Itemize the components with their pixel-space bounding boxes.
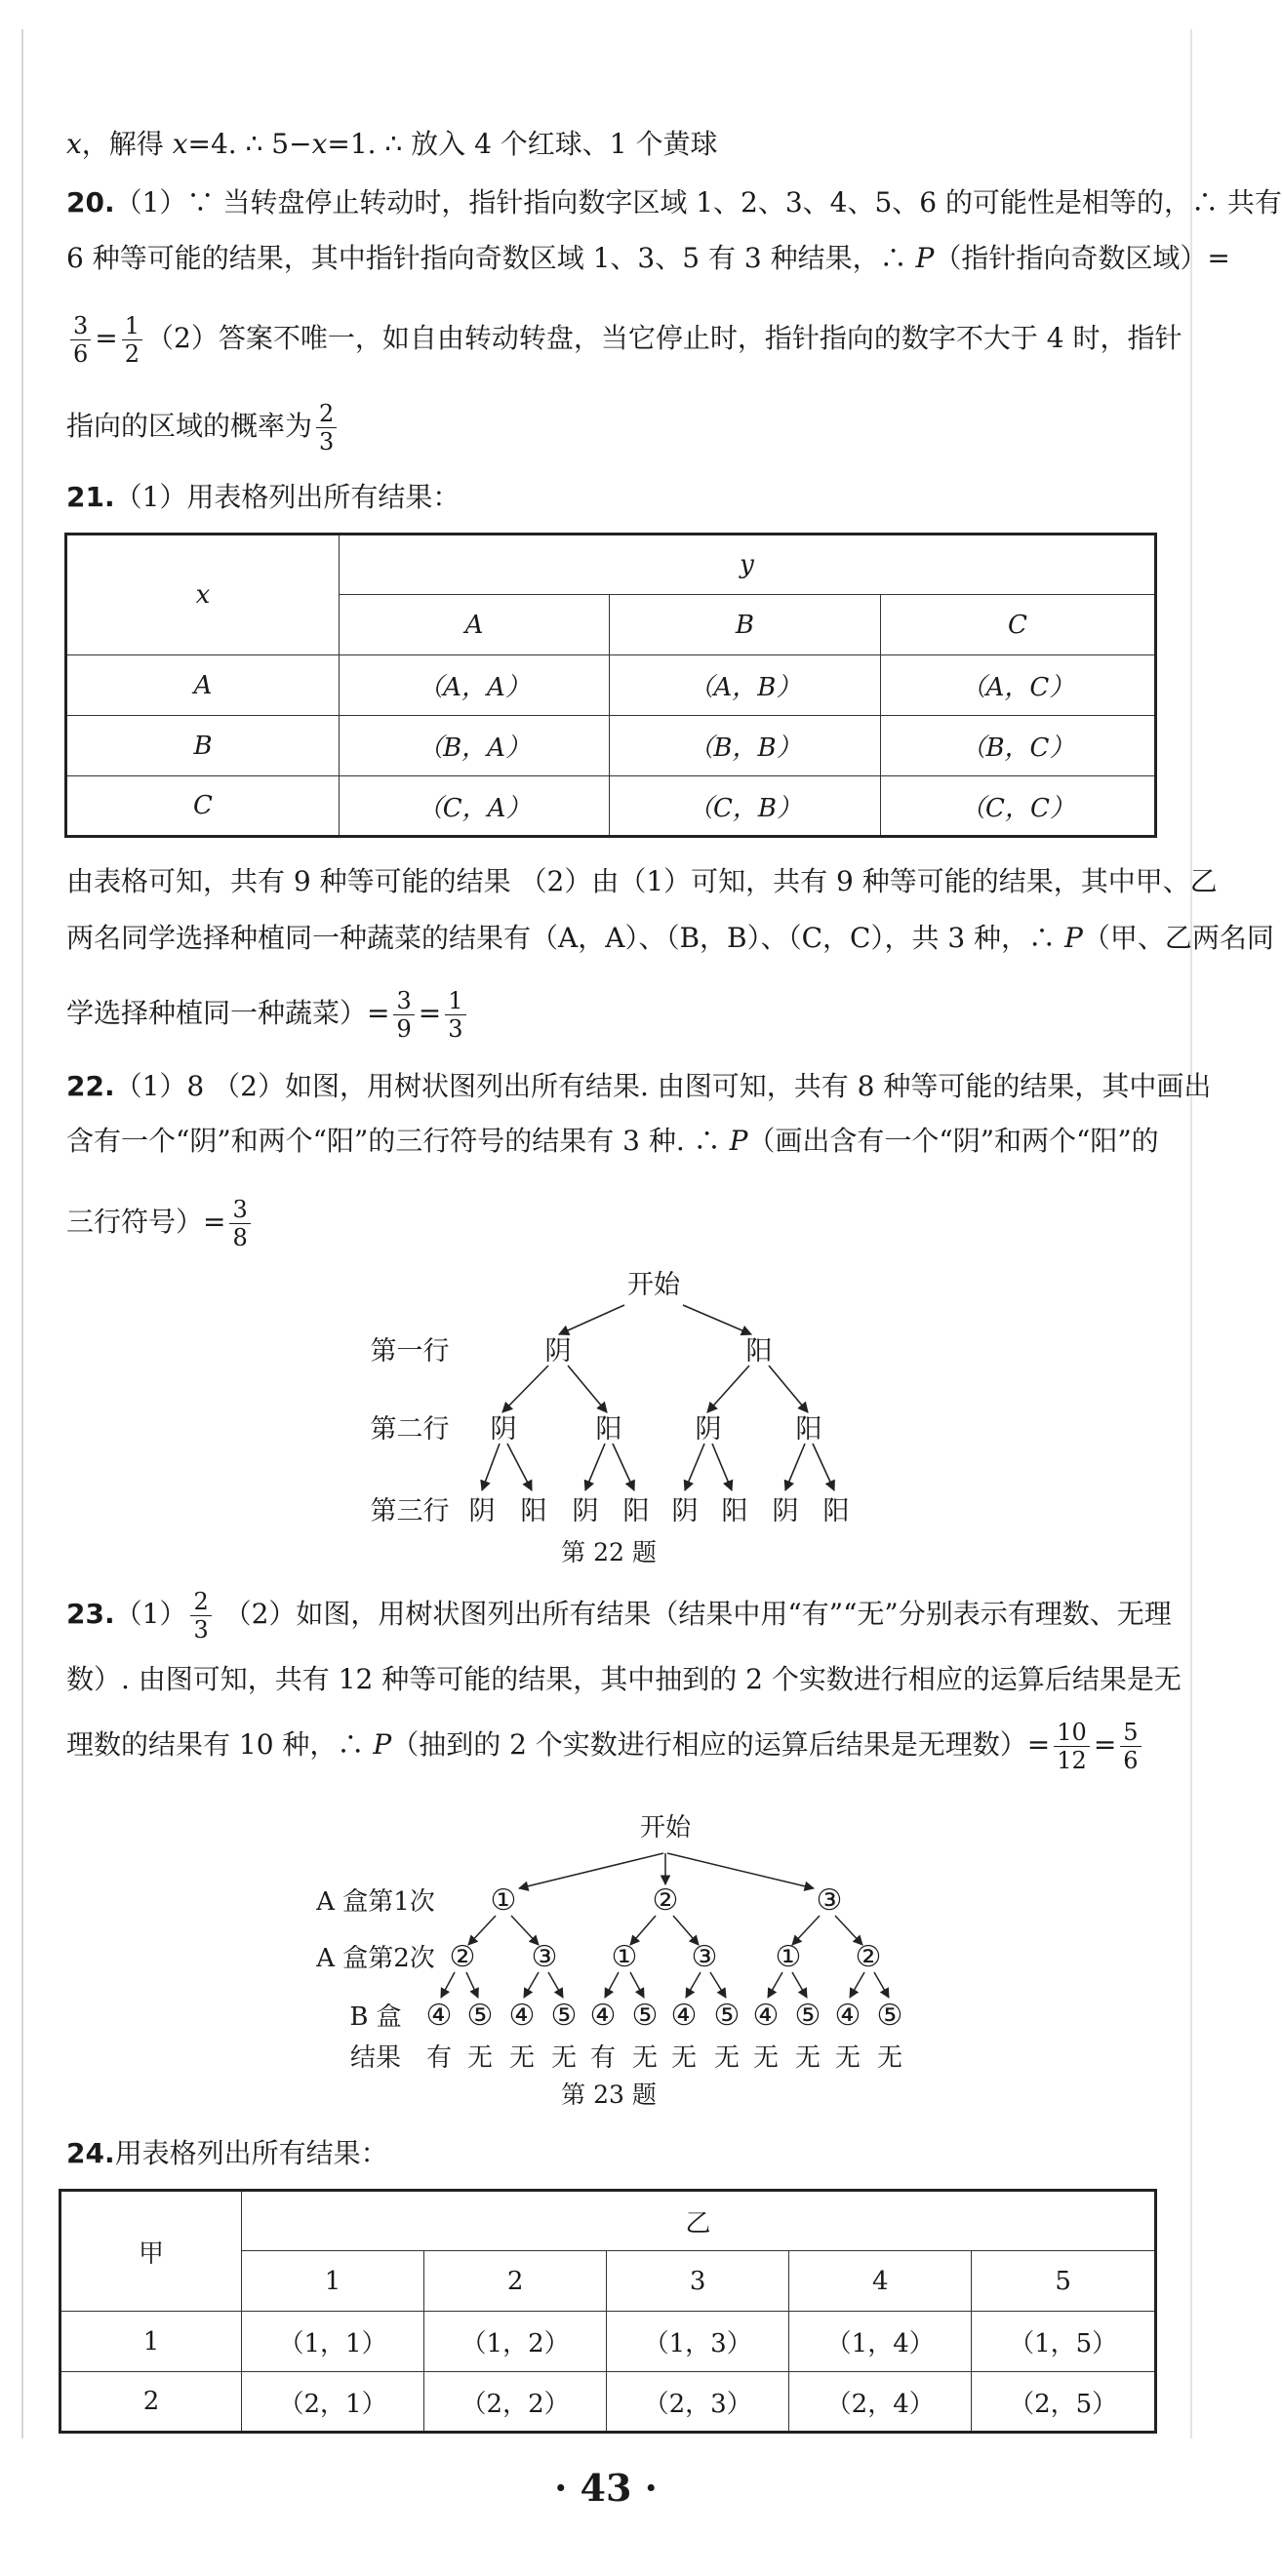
tree-node: 阳 — [595, 1414, 622, 1445]
table-cell: （C，B） — [610, 776, 881, 837]
table-cell: （1，2） — [424, 2312, 607, 2372]
tree-leaf: 阴 — [572, 1496, 599, 1526]
q21-col-header: A — [340, 595, 610, 655]
q24-row-label: 2 — [60, 2372, 242, 2433]
q23-number: 23. — [66, 1598, 115, 1630]
tree-leaf: ④ — [425, 1999, 453, 2033]
fraction: $\frac{1}{3}$ — [445, 987, 465, 1043]
tree-node: 阴 — [695, 1414, 722, 1445]
fraction: $\frac{1}{2}$ — [122, 312, 142, 368]
q22-line-3: 三行符号）= $\frac{3}{8}$ — [66, 1196, 1163, 1251]
tree-result: 无 — [508, 2043, 536, 2073]
q21-row-label: C — [193, 791, 213, 820]
q22-number: 22. — [66, 1070, 115, 1102]
fraction: $\frac{3}{6}$ — [70, 312, 91, 368]
q21-col-header: C — [880, 595, 1155, 655]
tree-row-label: A 盒第1次 — [316, 1887, 435, 1917]
tree-node: ① — [611, 1940, 638, 1974]
q21-row-label: A — [193, 670, 213, 700]
tree-leaf: ⑤ — [794, 1999, 821, 2033]
table-cell: （B，A） — [340, 716, 610, 776]
q20-line-3: $\frac{3}{6}$ = $\frac{1}{2}$ （2）答案不唯一，如自由转动转盘，当它停止时，指针指向的数字不大于 4 时，指针 — [66, 312, 1163, 368]
table-cell: （B，C） — [880, 716, 1155, 776]
tree-leaf: 阳 — [520, 1496, 547, 1526]
tree-node: ② — [449, 1940, 476, 1974]
tree-node: ① — [490, 1883, 517, 1918]
q24-table — [59, 2189, 1157, 2434]
q24-col-label: 5 — [972, 2251, 1156, 2312]
tree-leaf: 阴 — [772, 1496, 799, 1526]
q22-line-1: 22.（1）8 （2）如图，用树状图列出所有结果. 由图可知，共有 8 种等可能的结果，其中画出 — [66, 1070, 1212, 1102]
tree-result: 无 — [670, 2043, 698, 2073]
tree-node: 阳 — [745, 1336, 773, 1367]
fraction: $\frac{2}{3}$ — [190, 1588, 211, 1644]
tree-row-label: 第二行 — [370, 1414, 450, 1445]
tree-leaf: ④ — [508, 1999, 536, 2033]
tree-result: 无 — [713, 2043, 741, 2073]
tree-leaf: ⑤ — [631, 1999, 659, 2033]
tree-root: 开始 — [639, 1813, 692, 1843]
tree-result: 有 — [425, 2043, 453, 2073]
figure-caption: 第 22 题 — [561, 1538, 657, 1566]
tree-row-label: 第一行 — [370, 1336, 450, 1367]
table-cell: （B，B） — [610, 716, 881, 776]
tree-leaf: 阳 — [622, 1496, 650, 1526]
tree-leaf: ④ — [670, 1999, 698, 2033]
tree-leaf: 阳 — [721, 1496, 748, 1526]
table-cell: （C，A） — [340, 776, 610, 837]
tree-leaf: 阴 — [468, 1496, 496, 1526]
q21-line-intro: 21.（1）用表格列出所有结果： — [66, 481, 461, 513]
tree-leaf: ⑤ — [713, 1999, 741, 2033]
table-cell: （1，1） — [242, 2312, 424, 2372]
fraction: $\frac{2}{3}$ — [316, 400, 337, 456]
q24-row-header: 甲 — [60, 2191, 242, 2312]
q21-line-1: 由表格可知，共有 9 种等可能的结果 （2）由（1）可知，共有 9 种等可能的结果，其中甲、乙 — [66, 865, 1218, 897]
q22-tree-diagram — [0, 1258, 1212, 1580]
tree-node: 阴 — [544, 1336, 572, 1367]
tree-result: 无 — [466, 2043, 494, 2073]
table-cell: （A，C） — [880, 655, 1155, 716]
q24-row-label: 1 — [60, 2312, 242, 2372]
q23-line-2: 数）. 由图可知，共有 12 种等可能的结果，其中抽到的 2 个实数进行相应的运算后结果是无 — [66, 1663, 1182, 1695]
tree-row-label: B 盒 — [349, 2002, 402, 2032]
q21-table — [64, 533, 1157, 838]
fraction: $\frac{5}{6}$ — [1120, 1719, 1141, 1774]
q24-number: 24. — [66, 2137, 115, 2169]
tree-node: 阴 — [490, 1414, 517, 1445]
tree-node: ① — [775, 1940, 802, 1974]
table-cell: （1，4） — [789, 2312, 972, 2372]
table-cell: （A，A） — [340, 655, 610, 716]
q21-row-label: B — [193, 731, 213, 761]
q23-tree-diagram — [0, 1803, 1212, 2124]
table-cell: （2，3） — [607, 2372, 789, 2433]
q24-line-intro: 24.用表格列出所有结果： — [66, 2137, 388, 2169]
figure-caption: 第 23 题 — [561, 2081, 657, 2109]
tree-node: ③ — [816, 1883, 843, 1918]
tree-result: 无 — [876, 2043, 903, 2073]
tree-result: 无 — [631, 2043, 659, 2073]
tree-leaf: ④ — [834, 1999, 861, 2033]
table-cell: （C，C） — [880, 776, 1155, 837]
q21-y-header: y — [340, 535, 1156, 595]
fraction: $\frac{10}{12}$ — [1054, 1719, 1090, 1774]
q21-line-2: 两名同学选择种植同一种蔬菜的结果有（A，A）、（B，B）、（C，C），共 3 种，∴ P（甲、乙两名同 — [66, 922, 1274, 954]
tree-root: 开始 — [627, 1270, 680, 1300]
q20-line-4: 指向的区域的概率为 $\frac{2}{3}$ — [66, 400, 1163, 456]
q21-col-header: B — [610, 595, 881, 655]
q20-line-1: 20.（1）∵ 当转盘停止转动时，指针指向数字区域 1、2、3、4、5、6 的可能性是相等的，∴ 共有 — [66, 186, 1282, 218]
q23-line-1: 23.（1） $\frac{2}{3}$ （2）如图，用树状图列出所有结果（结果中用“有”“无”分别表示有理数、无理 — [66, 1588, 1172, 1644]
tree-leaf: ⑤ — [466, 1999, 494, 2033]
table-cell: （2，5） — [972, 2372, 1156, 2433]
tree-result: 无 — [752, 2043, 780, 2073]
tree-node: ③ — [691, 1940, 718, 1974]
table-cell: （1，3） — [607, 2312, 789, 2372]
q22-line-2: 含有一个“阴”和两个“阳”的三行符号的结果有 3 种. ∴ P（画出含有一个“阴”和两个“阳”的 — [66, 1125, 1159, 1157]
tree-node: ② — [855, 1940, 882, 1974]
table-cell: （2，2） — [424, 2372, 607, 2433]
tree-result: 有 — [589, 2043, 617, 2073]
q24-col-label: 4 — [789, 2251, 972, 2312]
tree-result: 无 — [794, 2043, 821, 2073]
tree-leaf: ⑤ — [876, 1999, 903, 2033]
fraction: $\frac{3}{8}$ — [229, 1196, 250, 1251]
table-cell: （2，1） — [242, 2372, 424, 2433]
table-cell: （2，4） — [789, 2372, 972, 2433]
tree-leaf: 阴 — [671, 1496, 699, 1526]
table-cell: （1，5） — [972, 2312, 1156, 2372]
tree-row-label: 结果 — [349, 2043, 402, 2073]
q21-line-3: 学选择种植同一种蔬菜）= $\frac{3}{9}$ = $\frac{1}{3}$ — [66, 987, 1163, 1043]
tree-leaf: ④ — [752, 1999, 780, 2033]
tree-node: ② — [652, 1883, 679, 1918]
tree-leaf: 阳 — [822, 1496, 850, 1526]
q23-line-3: 理数的结果有 10 种，∴ P（抽到的 2 个实数进行相应的运算后结果是无理数）= $\frac{10}{12}$ = $\frac{5}{6}$ — [66, 1719, 1163, 1774]
tree-row-label: 第三行 — [370, 1496, 450, 1526]
tree-leaf: ⑤ — [550, 1999, 578, 2033]
q24-col-header: 乙 — [242, 2191, 1156, 2251]
tree-leaf: ④ — [589, 1999, 617, 2033]
q21-x-header: x — [66, 535, 340, 655]
top-line: x，解得 x=4. ∴ 5−x=1. ∴ 放入 4 个红球、1 个黄球 — [66, 128, 718, 160]
tree-result: 无 — [834, 2043, 861, 2073]
tree-node: ③ — [531, 1940, 558, 1974]
table-cell: （A，B） — [610, 655, 881, 716]
fraction: $\frac{3}{9}$ — [393, 987, 414, 1043]
page-number: · 43 · — [554, 2466, 658, 2510]
q24-col-label: 2 — [424, 2251, 607, 2312]
tree-result: 无 — [550, 2043, 578, 2073]
q24-col-label: 3 — [607, 2251, 789, 2312]
q20-number: 20. — [66, 186, 115, 218]
tree-node: 阳 — [795, 1414, 822, 1445]
q20-line-2: 6 种等可能的结果，其中指针指向奇数区域 1、3、5 有 3 种结果，∴ P（指针指向奇数区域）= — [66, 242, 1230, 274]
q21-number: 21. — [66, 481, 115, 513]
q24-col-label: 1 — [242, 2251, 424, 2312]
tree-row-label: A 盒第2次 — [316, 1944, 435, 1973]
